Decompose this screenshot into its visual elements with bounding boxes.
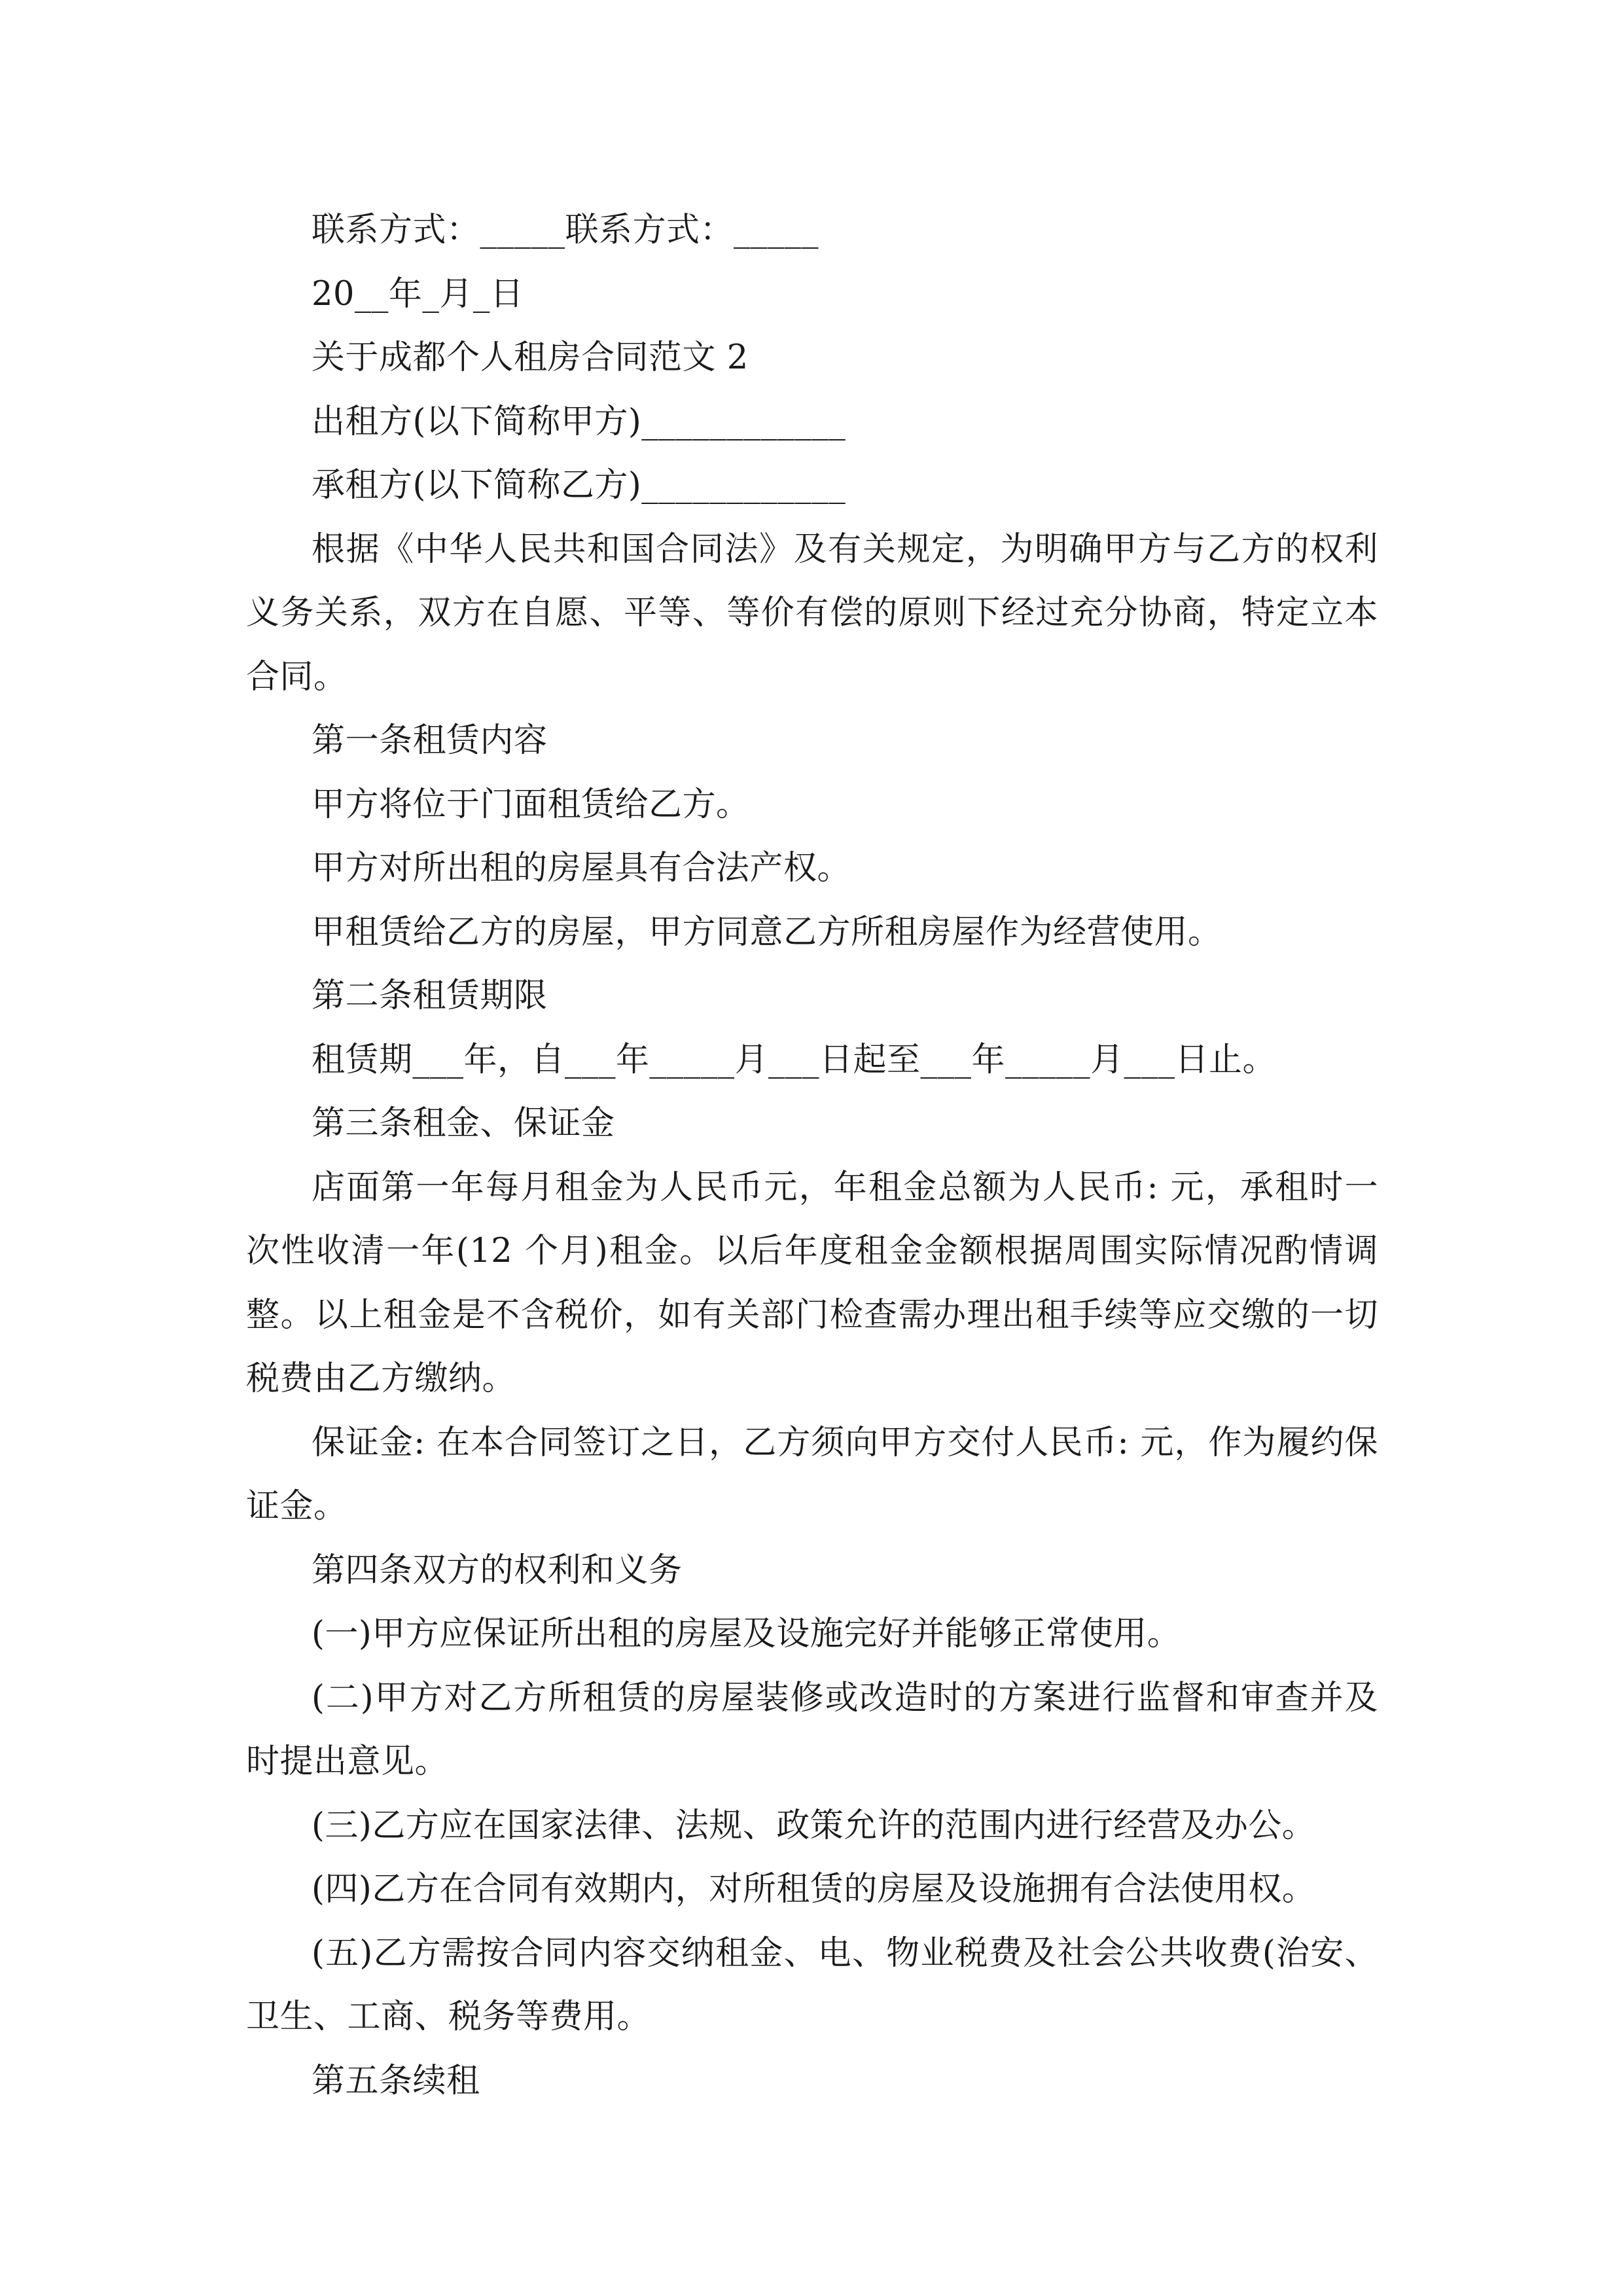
article-4-item: (四)乙方在合同有效期内，对所租赁的房屋及设施拥有合法使用权。 [312, 1870, 1316, 1909]
lessor-line: 出租方(以下简称甲方)____________ [312, 402, 846, 441]
document-title: 关于成都个人租房合同范文 2 [312, 338, 749, 377]
article-1-paragraph: 甲租赁给乙方的房屋，甲方同意乙方所租房屋作为经营使用。 [312, 912, 1222, 952]
article-2-paragraph: 租赁期___年，自___年_____月___日起至___年_____月___日止。 [312, 1040, 1277, 1079]
basis-paragraph: 根据《中华人民共和国合同法》及有关规定，为明确甲方与乙方的权利义务关系，双方在自愿、平等、等价有偿的原则下经过充分协商，特定立本合同。 [246, 529, 1378, 696]
article-1-paragraph: 甲方对所出租的房屋具有合法产权。 [312, 849, 851, 888]
article-1-title: 第一条租赁内容 [312, 721, 548, 760]
article-3-rent-paragraph: 店面第一年每月租金为人民币元，年租金总额为人民币: 元，承租时一次性收清一年(12 个月)租金。以后年度租金金额根据周围实际情况酌情调整。以上租金是不含税价，如有关部门检查需办理出租手续等应交缴的一切税费由乙方缴纳。 [246, 1168, 1378, 1398]
article-5-title: 第五条续租 [312, 2061, 480, 2100]
article-3-deposit-paragraph: 保证金: 在本合同签订之日，乙方须向甲方交付人民币: 元，作为履约保证金。 [246, 1423, 1378, 1526]
article-1-paragraph: 甲方将位于门面租赁给乙方。 [312, 785, 750, 824]
document-body [246, 198, 1378, 2113]
article-3-title: 第三条租金、保证金 [312, 1104, 615, 1143]
article-4-item: (三)乙方应在国家法律、法规、政策允许的范围内进行经营及办公。 [312, 1806, 1316, 1845]
contact-line: 联系方式：_____联系方式：_____ [312, 211, 819, 249]
article-4-item: (二)甲方对乙方所租赁的房屋装修或改造时的方案进行监督和审查并及时提出意见。 [246, 1678, 1378, 1781]
article-4-item: (五)乙方需按合同内容交纳租金、电、物业税费及社会公共收费(治安、卫生、工商、税务等费用。 [246, 1933, 1378, 2036]
article-4-title: 第四条双方的权利和义务 [312, 1551, 683, 1590]
article-4-item: (一)甲方应保证所出租的房屋及设施完好并能够正常使用。 [312, 1615, 1181, 1653]
lessee-line: 承租方(以下简称乙方)____________ [312, 466, 846, 505]
article-2-title: 第二条租赁期限 [312, 977, 548, 1015]
date-line: 20__年_月_日 [312, 274, 524, 314]
